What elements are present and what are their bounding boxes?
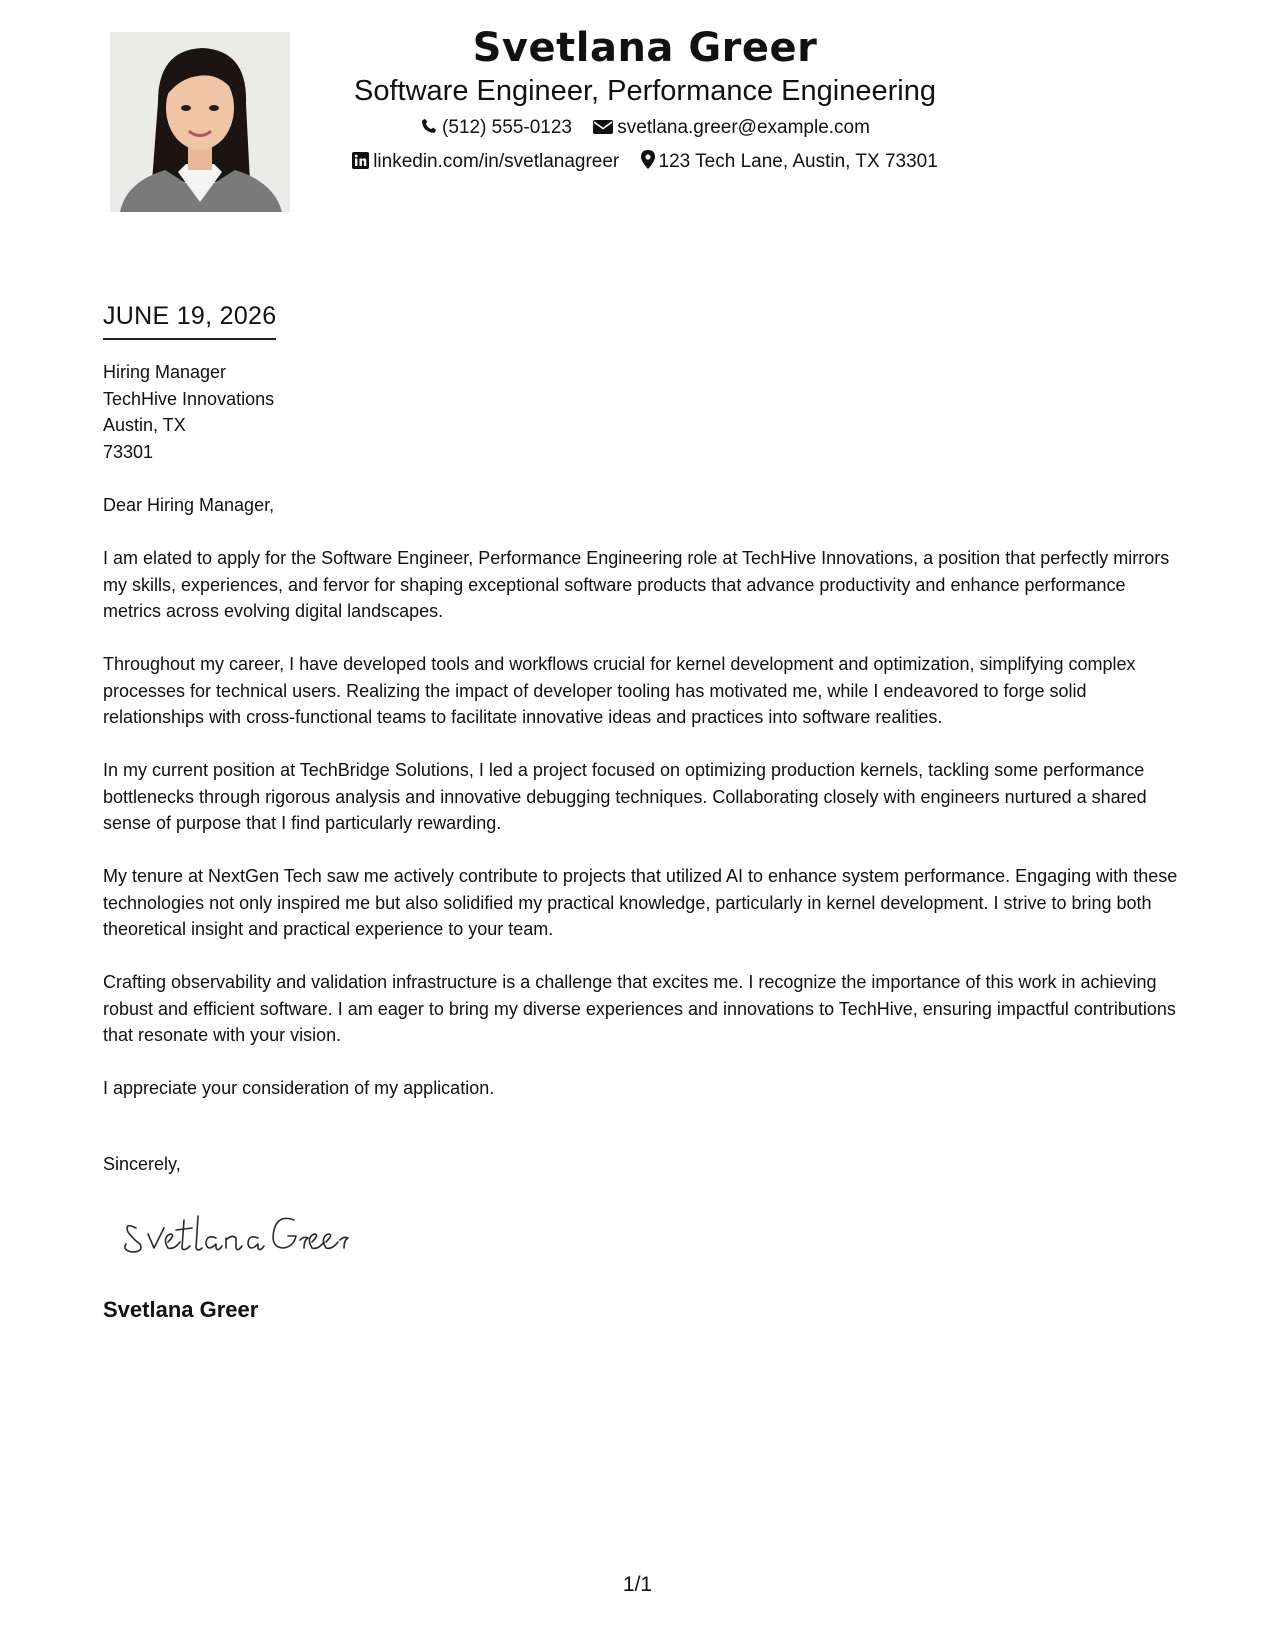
- recipient-line: Hiring Manager: [103, 362, 227, 382]
- recipient-line: Austin, TX: [103, 415, 186, 435]
- page-number: 1/1: [622, 1573, 653, 1596]
- body-paragraph: Crafting observability and validation infrastructure is a challenge that excites me. I recognize the importance of this work in achieving robust and efficient software. I am eager to bring my diverse experiences and innovations to TechHive, ensuring impactful contributions that resonate with your vision.: [103, 972, 1176, 1045]
- letter-body: [103, 492, 1183, 1128]
- recipient-block: [103, 359, 274, 465]
- contact-row-2: [290, 150, 1000, 176]
- recipient-line: TechHive Innovations: [103, 388, 275, 409]
- contact-row-1: [290, 116, 1000, 142]
- linkedin-text: linkedin.com/in/svetlanagreer: [373, 151, 620, 172]
- email-contact: [593, 116, 870, 142]
- linkedin-icon: [352, 152, 369, 176]
- address-contact: [641, 150, 938, 176]
- body-paragraph: I appreciate your consideration of my application.: [103, 1078, 495, 1098]
- applicant-role: Software Engineer, Performance Engineering: [354, 75, 936, 107]
- address-text: 123 Tech Lane, Austin, TX 73301: [658, 151, 938, 172]
- body-paragraph: Throughout my career, I have developed tools and workflows crucial for kernel development and optimization, simplifying complex processes for technical users. Realizing the impact of developer tooling has motivated me, while I endeavored to forge solid relationships with cross-functional teams to facilitate innovative ideas and practices into software realities.: [103, 654, 1136, 727]
- phone-icon: [420, 117, 438, 142]
- envelope-icon: [593, 118, 613, 142]
- signed-name: Svetlana Greer: [103, 1297, 259, 1322]
- phone-text: (512) 555-0123: [442, 117, 572, 138]
- applicant-name: Svetlana Greer: [472, 25, 818, 71]
- phone-contact: [420, 116, 572, 142]
- recipient-line: 73301: [103, 441, 154, 462]
- letter-header: [290, 22, 1000, 176]
- profile-photo: [110, 32, 290, 212]
- salutation: Dear Hiring Manager,: [103, 495, 275, 515]
- map-marker-icon: [641, 150, 655, 176]
- portrait-image: [110, 32, 290, 212]
- linkedin-contact: [352, 150, 619, 176]
- email-text: svetlana.greer@example.com: [617, 117, 870, 138]
- body-paragraph: In my current position at TechBridge Solutions, I led a project focused on optimizing production kernels, tackling some performance bottlenecks through rigorous analysis and innovative debugging techniques. Collaborating closely with engineers nurtured a shared sense of purpose that I find particularly rewarding.: [103, 760, 1147, 833]
- handwritten-signature: [118, 1208, 358, 1260]
- body-paragraph: My tenure at NextGen Tech saw me actively contribute to projects that utilized AI to enhance system performance. Engaging with these technologies not only inspired me but also solidified my practical knowledge, particularly in kernel development. I strive to bring both theoretical insight and practical experience to your team.: [103, 866, 1178, 939]
- letter-date: JUNE 19, 2026: [103, 300, 276, 340]
- body-paragraph: I am elated to apply for the Software Engineer, Performance Engineering role at TechHive Innovations, a position that perfectly mirrors my skills, experiences, and fervor for shaping exceptional software products that advance productivity and enhance performance metrics across evolving digital landscapes.: [103, 548, 1170, 621]
- closing: Sincerely,: [103, 1154, 181, 1174]
